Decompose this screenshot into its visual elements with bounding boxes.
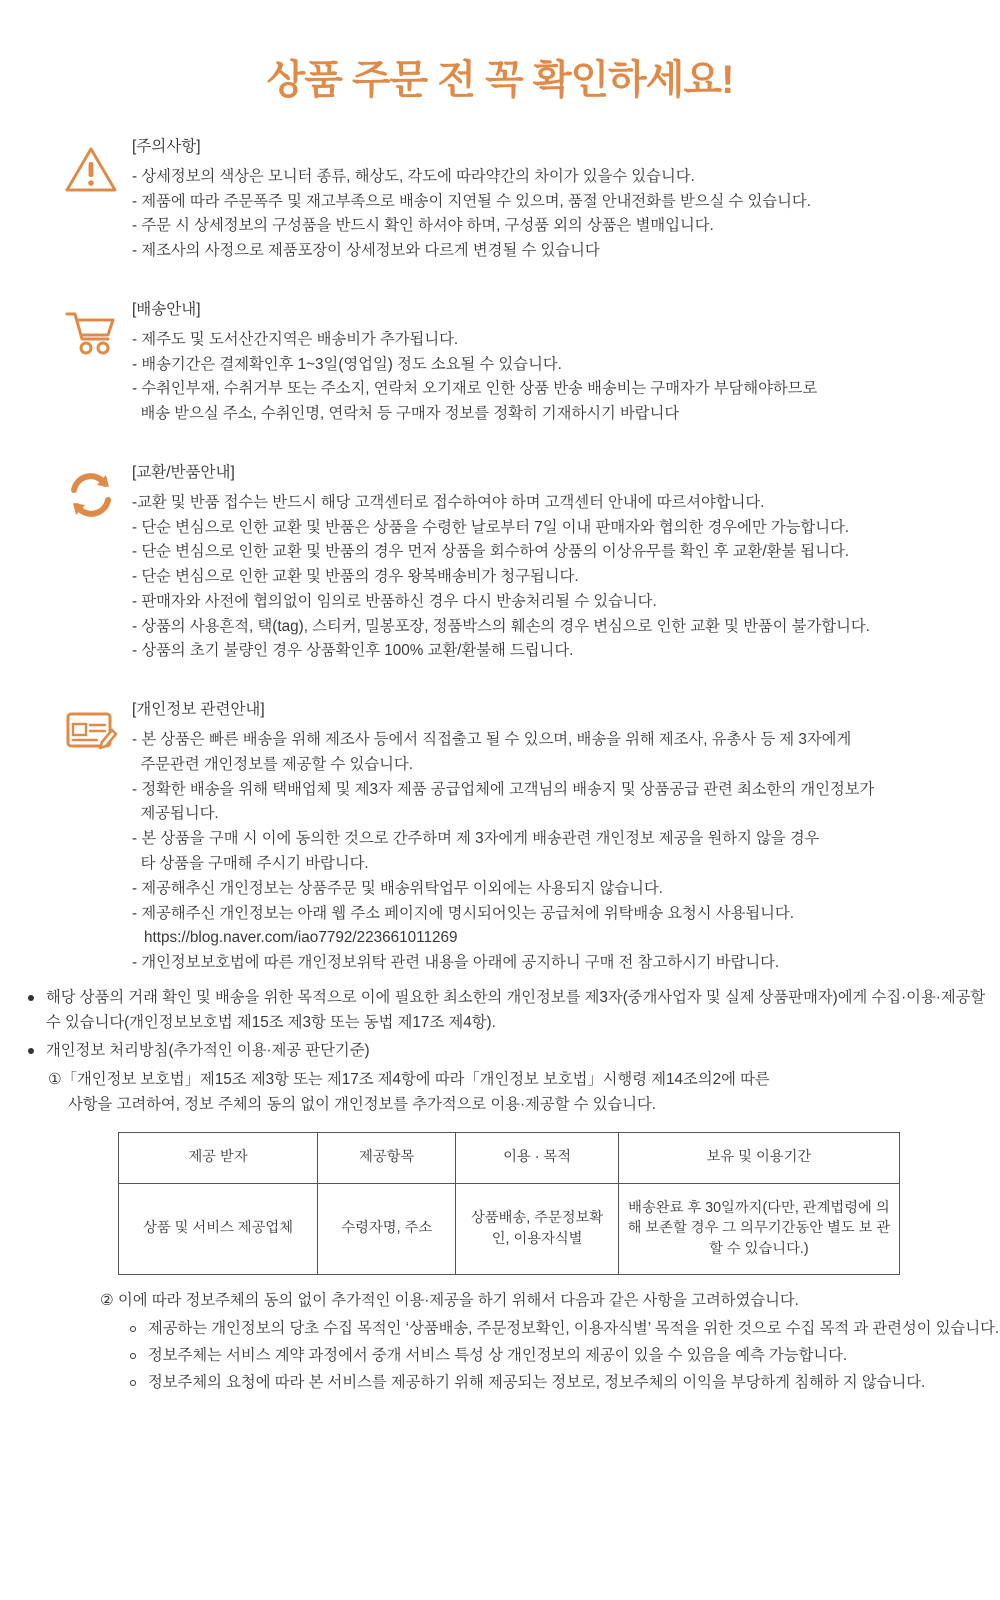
icon-container xyxy=(50,137,132,193)
table-header-cell: 제공항목 xyxy=(318,1132,456,1183)
list-item: 개인정보 처리방침(추가적인 이용·제공 판단기준) xyxy=(28,1039,1000,1064)
section-body xyxy=(132,137,960,264)
notice-line: - 주문 시 상세정보의 구성품을 반드시 확인 하셔야 하며, 구성품 외의 상품은 별매입니다. xyxy=(132,217,714,235)
notice-line: - 제품에 따라 주문폭주 및 재고부족으로 배송이 지연될 수 있으며, 품절 안내전화를 받으실 수 있습니다. xyxy=(132,192,811,210)
privacy-clause-1 xyxy=(0,1068,1000,1118)
table-row xyxy=(119,1183,900,1274)
shopping-cart-icon xyxy=(63,308,119,356)
section-caution xyxy=(0,137,1000,264)
list-item: 해당 상품의 거래 확인 및 배송을 위한 목적으로 이에 필요한 최소한의 개인정보를 제3자(중개사업자 및 실제 상품판매자)에게 수집·이용·제공할 수 있습니다(개인정보보호법 제15조 제3항 또는 동법 제17조 제4항). xyxy=(28,986,1000,1036)
section-body xyxy=(132,463,960,664)
notice-line: 타 상품을 구매해 주시기 바랍니다. xyxy=(132,855,369,872)
privacy-sub-list xyxy=(0,1317,1000,1395)
notice-line: - 제공해추신 개인정보는 상품주문 및 배송위탁업무 이외에는 사용되지 않습니다. xyxy=(132,879,663,897)
section-exchange-return xyxy=(0,463,1000,664)
table-header-cell: 이용 · 목적 xyxy=(456,1132,618,1183)
notice-line: - 단순 변심으로 인한 교환 및 반품은 상품을 수령한 날로부터 7일 이내 판매자와 협의한 경우에만 가능합니다. xyxy=(132,518,850,536)
notice-line: 제공됩니다. xyxy=(132,805,219,823)
icon-container xyxy=(50,700,132,752)
icon-container xyxy=(50,300,132,356)
notice-line: - 제조사의 사정으로 제품포장이 상세정보와 다르게 변경될 수 있습니다 xyxy=(132,242,600,260)
notice-line: - 상품의 사용흔적, 택(tag), 스티커, 밀봉포장, 정품박스의 훼손의 경우 변심으로 인한 교환 및 반품이 불가합니다. xyxy=(132,617,870,635)
notice-line: - 단순 변심으로 인한 교환 및 반품의 경우 먼저 상품을 회수하여 상품의 이상유무를 확인 후 교환/환불 됩니다. xyxy=(132,543,849,561)
notice-line: - 판매자와 사전에 협의없이 임의로 반품하신 경우 다시 반송처리될 수 있습니다. xyxy=(132,592,657,610)
notice-line: - 단순 변심으로 인한 교환 및 반품의 경우 왕복배송비가 청구됩니다. xyxy=(132,568,579,586)
section-heading: [주의사항] xyxy=(132,138,201,155)
table-cell: 상품 및 서비스 제공업체 xyxy=(119,1183,318,1274)
notice-line: - 본 상품을 구매 시 이에 동의한 것으로 간주하며 제 3자에게 배송관련 개인정보 제공을 원하지 않을 경우 xyxy=(132,830,820,848)
section-privacy xyxy=(0,700,1000,976)
notice-line: 배송 받으실 주소, 수취인명, 연락처 등 구매자 정보를 정확히 기재하시기 바랍니다 xyxy=(132,405,680,423)
notice-line: - 수취인부재, 수취거부 또는 주소지, 연락처 오기재로 인한 상품 반송 배송비는 구매자가 부담해야하므로 xyxy=(132,380,818,398)
table-header-row xyxy=(119,1132,900,1183)
privacy-clause-1-line2: 사항을 고려하여, 정보 주체의 동의 없이 개인정보를 추가적으로 이용·제공할 수 있습니다. xyxy=(68,1095,657,1113)
warning-triangle-icon xyxy=(64,145,118,193)
notice-line: - 본 상품은 빠른 배송을 위해 제조사 등에서 직접출고 될 수 있으며, 배송을 위해 제조사, 유총사 등 제 3자에게 xyxy=(132,731,852,749)
table-cell: 배송완료 후 30일까지(다만, 관계법령에 의해 보존할 경우 그 의무기간동안 별도 보 관할 수 있습니다.) xyxy=(618,1183,899,1274)
section-heading: [교환/반품안내] xyxy=(132,463,235,481)
notice-line: -교환 및 반품 접수는 반드시 해당 고객센터로 접수하여야 하며 고객센터 안내에 따르셔야합니다. xyxy=(132,493,765,511)
section-heading: [개인정보 관련안내] xyxy=(132,701,265,719)
icon-container xyxy=(50,463,132,519)
page-title: 상품 주문 전 꼭 확인하세요! xyxy=(266,58,734,102)
notice-line: - 정확한 배송을 위해 택배업체 및 제3자 제품 공급업체에 고객님의 배송지 및 상품공급 관련 최소한의 개인정보가 xyxy=(132,780,875,798)
section-heading: [배송안내] xyxy=(132,300,201,318)
table-header-cell: 보유 및 이용기간 xyxy=(618,1132,899,1183)
list-item: 정보주체의 요청에 따라 본 서비스를 제공하기 위해 제공되는 정보로, 정보주체의 이익을 부당하게 침해하 지 않습니다. xyxy=(130,1371,1000,1396)
table-header-cell: 제공 받자 xyxy=(119,1132,318,1183)
list-item: 제공하는 개인정보의 당초 수집 목적인 ‘상품배송, 주문정보확인, 이용자식별’ 목적을 위한 것으로 수집 목적 과 관련성이 있습니다. xyxy=(130,1317,1000,1342)
notice-line: - 개인정보보호법에 따른 개인정보위탁 관련 내용을 아래에 공지하니 구매 전 참고하시기 바랍니다. xyxy=(132,954,780,972)
table-cell: 상품배송, 주문정보확인, 이용자식별 xyxy=(456,1183,618,1274)
privacy-bullet-list xyxy=(0,986,1000,1064)
section-shipping xyxy=(0,300,1000,427)
list-item: 정보주체는 서비스 계약 과정에서 중개 서비스 특성 상 개인정보의 제공이 있을 수 있음을 예측 가능합니다. xyxy=(130,1344,1000,1369)
notice-line: - 상품의 초기 불량인 경우 상품확인후 100% 교환/환불해 드립니다. xyxy=(132,642,574,660)
notice-line: - 제주도 및 도서산간지역은 배송비가 추가됩니다. xyxy=(132,330,459,348)
document-edit-icon xyxy=(64,708,118,752)
privacy-provision-table xyxy=(118,1132,900,1275)
privacy-policy-link[interactable]: https://blog.naver.com/iao7792/223661011269 xyxy=(144,929,458,947)
notice-line: - 상세정보의 색상은 모니터 종류, 해상도, 각도에 따라약간의 차이가 있을수 있습니다. xyxy=(132,167,695,185)
notice-line: 주문관련 개인정보를 제공할 수 있습니다. xyxy=(132,755,413,773)
section-body xyxy=(132,300,960,427)
refresh-exchange-icon xyxy=(65,471,117,519)
table-cell: 수령자명, 주소 xyxy=(318,1183,456,1274)
notice-line: - 제공해주신 개인정보는 아래 웹 주소 페이지에 명시되어잇는 공급처에 위탁배송 요청시 사용됩니다. xyxy=(132,904,794,922)
privacy-clause-1-line1: ①「개인정보 보호법」제15조 제3항 또는 제17조 제4항에 따라「개인정보 보호법」시행령 제14조의2에 따른 xyxy=(48,1071,770,1089)
section-body xyxy=(132,700,960,976)
privacy-clause-2: ② 이에 따라 정보주체의 동의 없이 추가적인 이용·제공을 하기 위해서 다음과 같은 사항을 고려하였습니다. xyxy=(100,1291,799,1309)
notice-line: - 배송기간은 결제확인후 1~3일(영업일) 정도 소요될 수 있습니다. xyxy=(132,355,562,373)
